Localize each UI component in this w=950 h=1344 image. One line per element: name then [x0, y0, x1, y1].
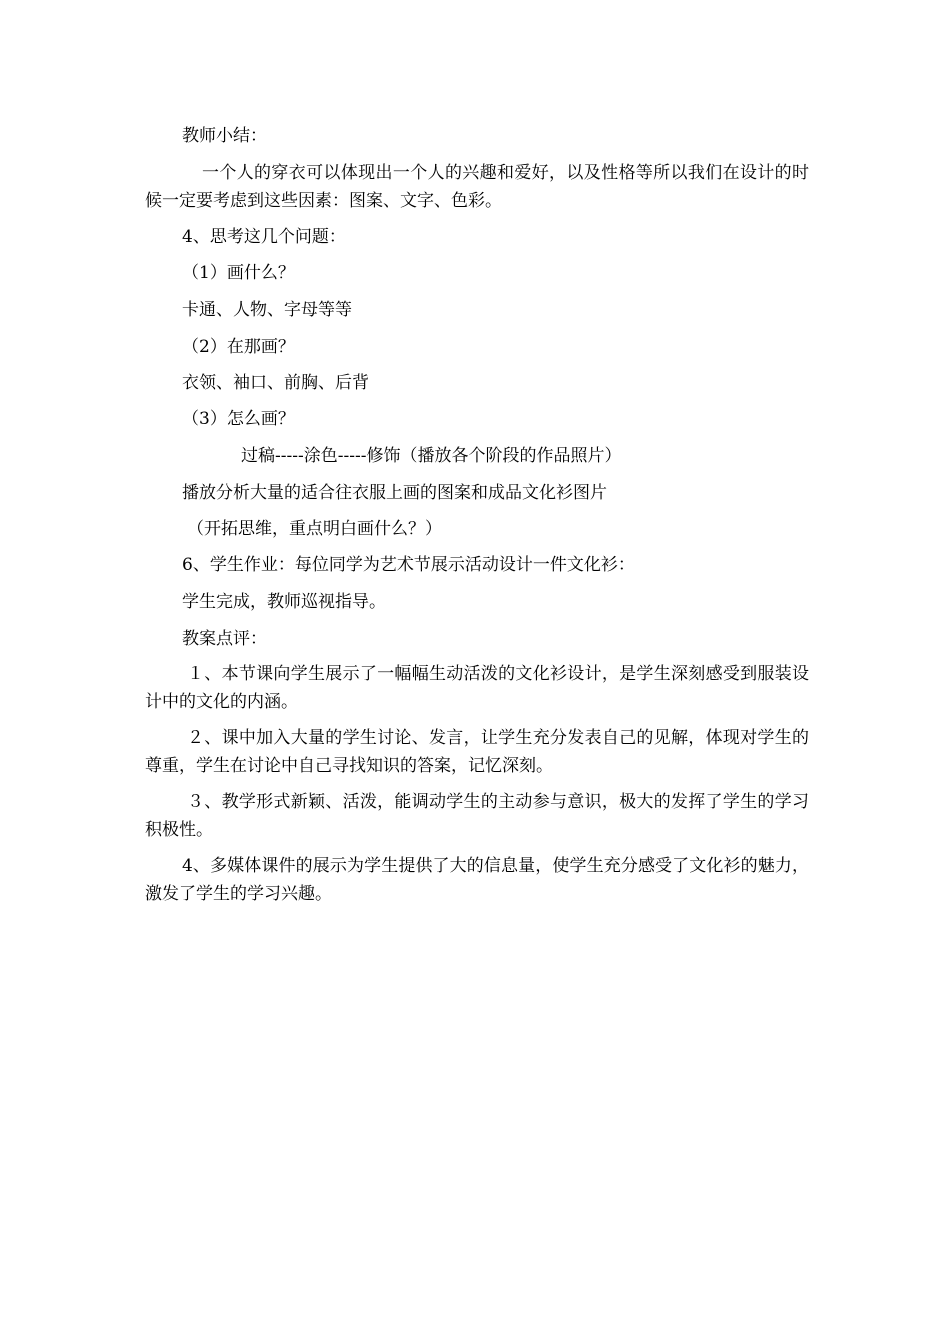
- answer-2: 衣领、袖口、前胸、后背: [182, 373, 369, 393]
- open-thinking-note: （开拓思维，重点明白画什么？）: [187, 519, 442, 539]
- homework: 6、学生作业：每位同学为艺术节展示活动设计一件文化衫：: [182, 555, 635, 575]
- question-1: （1）画什么？: [182, 263, 295, 283]
- review-item-4: 4、多媒体课件的展示为学生提供了大的信息量，使学生充分感受了文化衫的魅力，激发了学生的学习兴趣。: [145, 856, 809, 904]
- teacher-summary-heading: 教师小结：: [182, 126, 267, 146]
- answer-3: 过稿-----涂色-----修饰（播放各个阶段的作品照片）: [241, 446, 622, 466]
- review-item-2: ２、课中加入大量的学生讨论、发言，让学生充分发表自己的见解，体现对学生的尊重，学生在讨论中自己寻找知识的答案，记忆深刻。: [145, 728, 809, 776]
- document-body: [145, 122, 809, 908]
- review-heading: 教案点评：: [182, 629, 267, 649]
- question-2: （2）在那画？: [182, 337, 295, 357]
- review-item-3: ３、教学形式新颖、活泼，能调动学生的主动参与意识，极大的发挥了学生的学习积极性。: [145, 792, 809, 840]
- student-complete: 学生完成，教师巡视指导。: [182, 592, 386, 612]
- review-item-1: １、本节课向学生展示了一幅幅生动活泼的文化衫设计，是学生深刻感受到服装设计中的文化的内涵。: [145, 664, 809, 712]
- answer-1: 卡通、人物、字母等等: [182, 300, 352, 320]
- question-3: （3）怎么画？: [182, 409, 295, 429]
- teacher-summary-text: 一个人的穿衣可以体现出一个人的兴趣和爱好，以及性格等所以我们在设计的时候一定要考虑到这些因素：图案、文字、色彩。: [145, 163, 809, 211]
- question-4-heading: 4、思考这几个问题：: [182, 227, 346, 247]
- play-analysis: 播放分析大量的适合往衣服上画的图案和成品文化衫图片: [182, 483, 607, 503]
